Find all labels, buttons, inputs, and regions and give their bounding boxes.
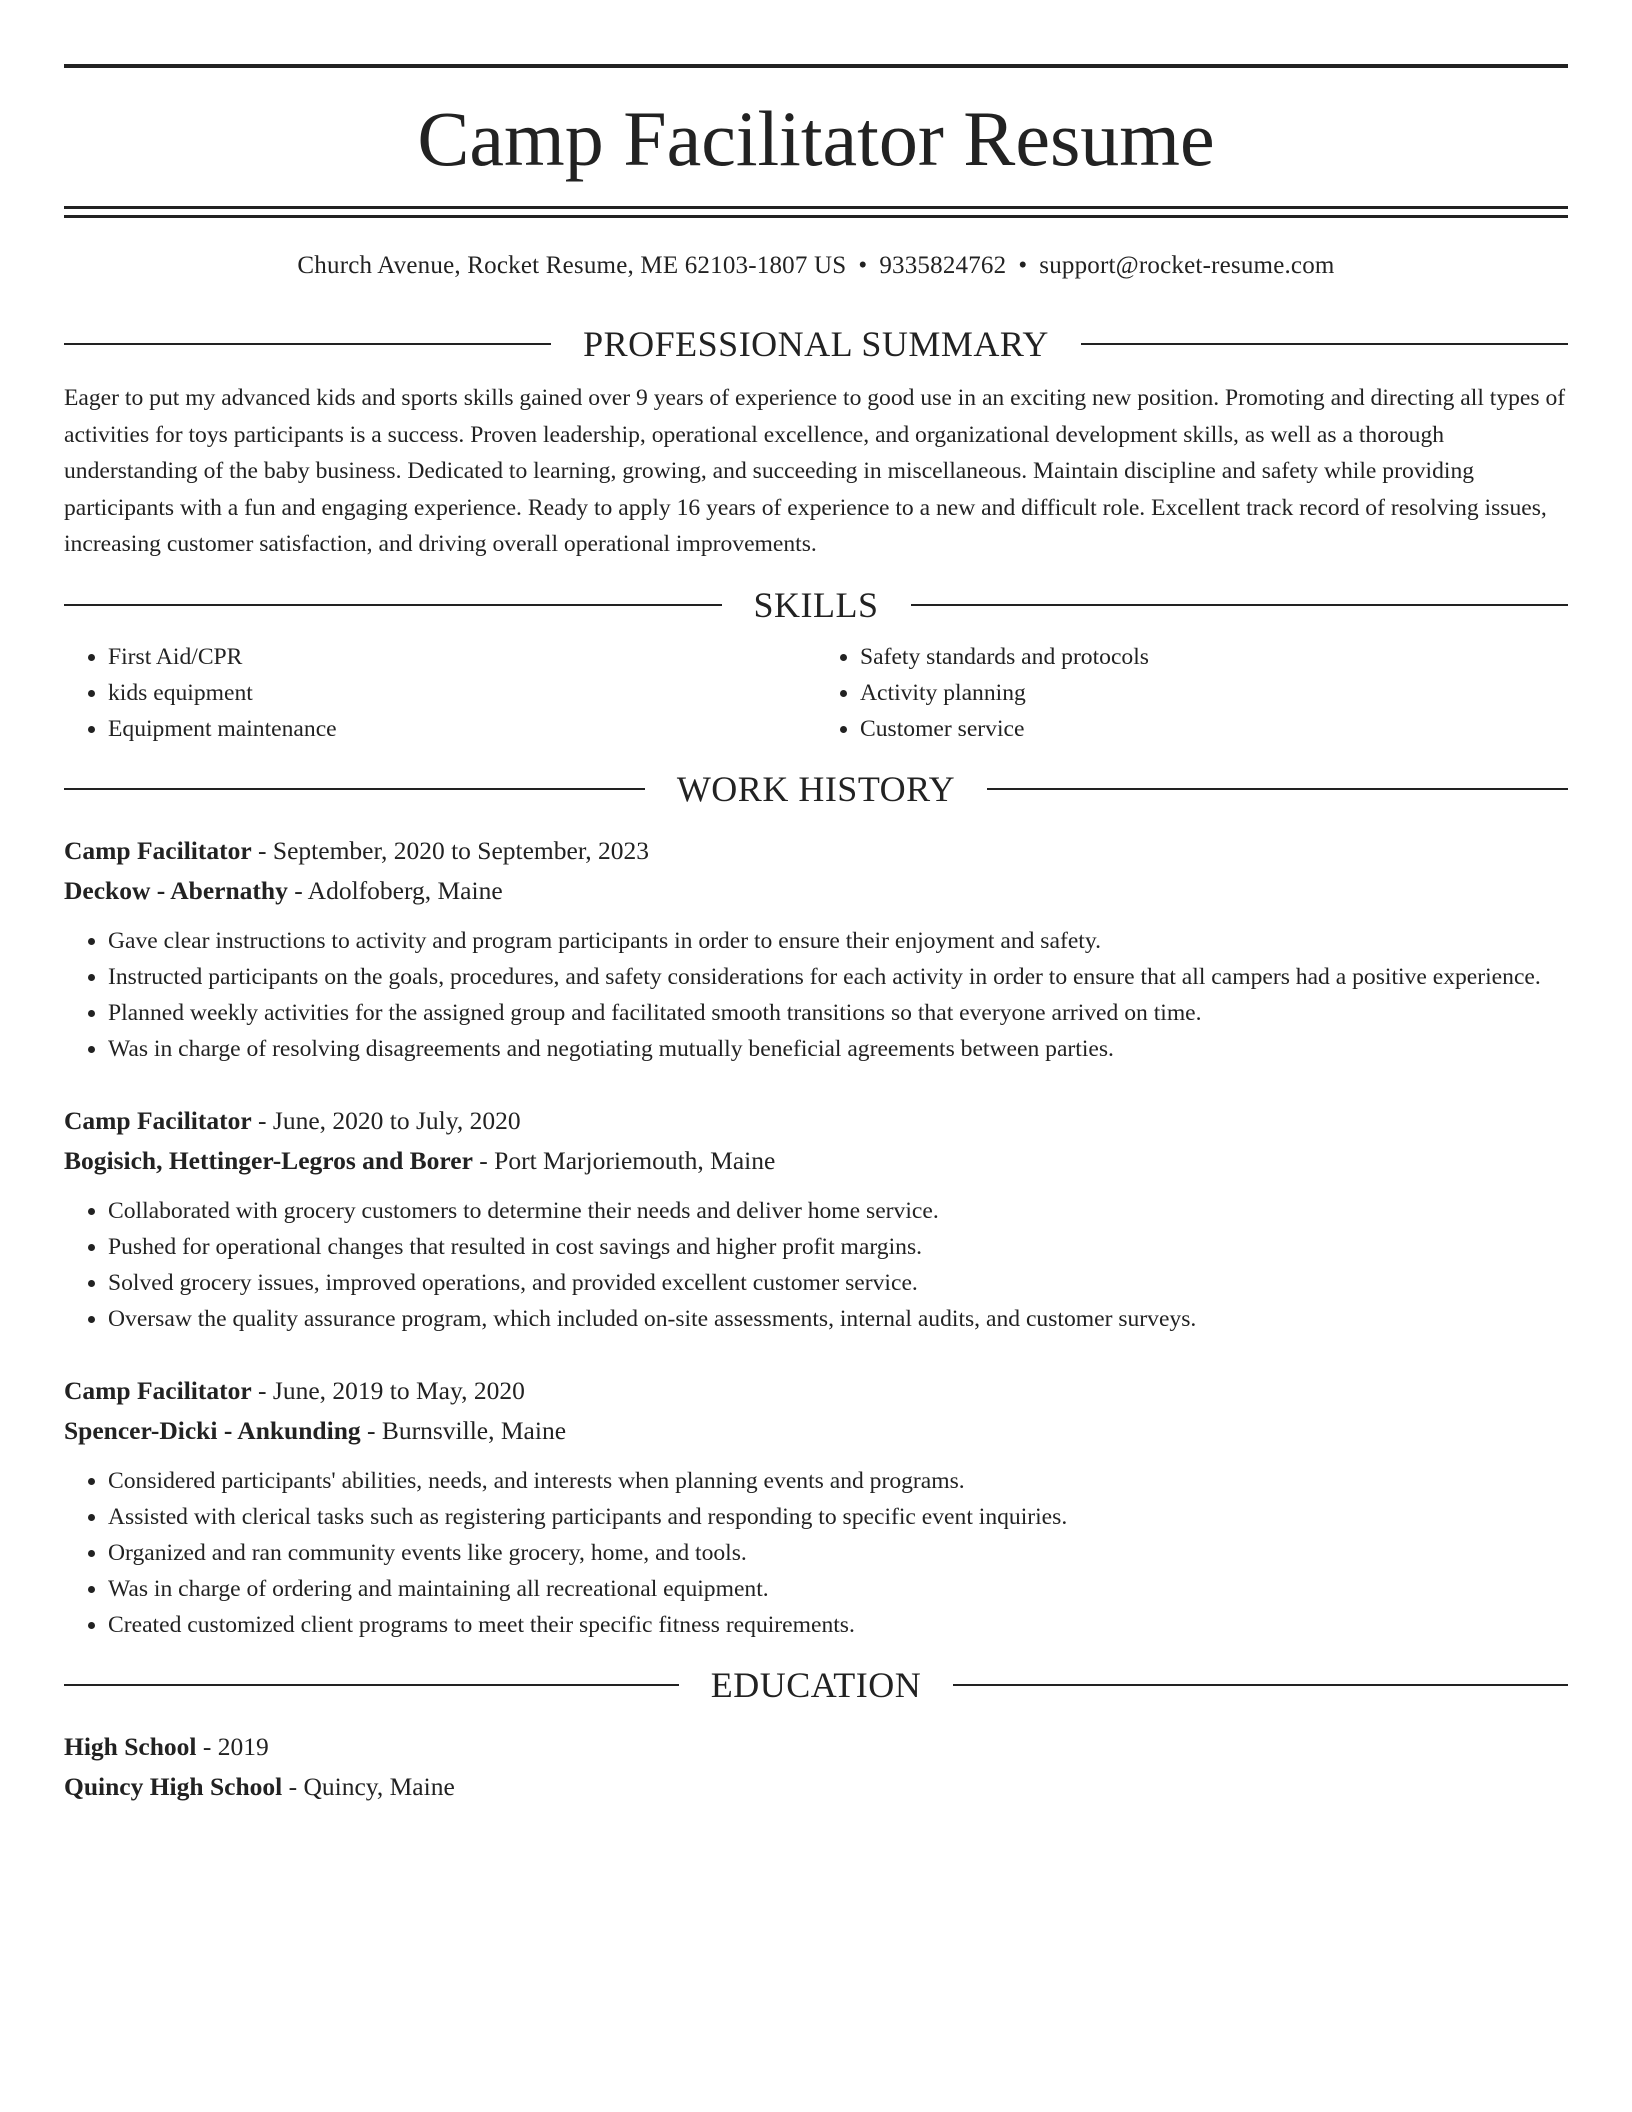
heading-rule-right: [911, 604, 1569, 606]
job-bullet: • Gave clear instructions to activity and program participants in order to ensure their enjoyment and safety.: [108, 923, 1568, 959]
summary-heading-label: PROFESSIONAL SUMMARY: [583, 324, 1049, 364]
skill-item: • Customer service: [860, 711, 1568, 747]
job-dates: - September, 2020 to September, 2023: [251, 835, 650, 865]
job-title-line: [64, 1101, 1568, 1141]
education-school: Quincy High School: [64, 1771, 283, 1801]
education-school-line: [64, 1767, 1568, 1807]
summary-text: Eager to put my advanced kids and sports skills gained over 9 years of experience to good use in an exciting new position. Promoting and directing all types of activities for toys participants is a success. Proven leadership, operational excellence, and organizational development skills, as well as a thorough understanding of the baby business. Dedicated to learning, growing, and succeeding in miscellaneous. Maintain discipline and safety while providing participants with a fun and engaging experience. Ready to apply 16 years of experience to a new and difficult role. Excellent track record of resolving issues, increasing customer satisfaction, and driving overall operational improvements.: [64, 385, 1566, 558]
job-bullet: • Was in charge of resolving disagreements and negotiating mutually beneficial agreements between parties.: [108, 1031, 1568, 1067]
job-company-line: [64, 1411, 1568, 1451]
resume-page: [64, 64, 1568, 1807]
heading-rule-right: [1081, 343, 1568, 345]
job-bullets: [64, 1193, 1568, 1337]
work-heading-label: WORK HISTORY: [676, 768, 956, 809]
heading-rule-left: [64, 788, 645, 790]
job-company-line: [64, 871, 1568, 911]
job-dates: - June, 2020 to July, 2020: [251, 1105, 521, 1135]
skills-column-right: [816, 639, 1568, 747]
job-bullet: • Instructed participants on the goals, procedures, and safety considerations for each activity in order to ensure that all campers had a positive experience.: [108, 959, 1568, 995]
contact-email[interactable]: support@rocket-resume.com: [1039, 252, 1335, 279]
job-bullet: • Pushed for operational changes that resulted in cost savings and higher profit margins.: [108, 1229, 1568, 1265]
job-dates: - June, 2019 to May, 2020: [251, 1375, 525, 1405]
contact-line: [64, 252, 1568, 280]
job-bullet: • Oversaw the quality assurance program, which included on-site assessments, internal audits, and customer surveys.: [108, 1301, 1568, 1337]
education-degree: High School: [64, 1731, 197, 1761]
heading-rule-right: [987, 788, 1568, 790]
contact-separator: •: [858, 252, 868, 279]
job-bullet: • Assisted with clerical tasks such as registering participants and responding to specific event inquiries.: [108, 1499, 1568, 1535]
education-year: - 2019: [196, 1731, 269, 1761]
job-title: Camp Facilitator: [64, 1105, 252, 1135]
skills-list: [64, 639, 1568, 747]
job-bullet: • Solved grocery issues, improved operations, and provided excellent customer service.: [108, 1265, 1568, 1301]
education-section-heading: [64, 1665, 1568, 1705]
skill-item: • Equipment maintenance: [108, 711, 816, 747]
skill-item: • Activity planning: [860, 675, 1568, 711]
job-entry: [64, 831, 1568, 1067]
job-title-line: [64, 1371, 1568, 1411]
job-bullets: [64, 923, 1568, 1067]
contact-separator: •: [1018, 252, 1028, 279]
education-degree-line: [64, 1727, 1568, 1767]
skills-column-left: [64, 639, 816, 747]
job-location: - Adolfoberg, Maine: [287, 875, 503, 905]
job-bullets: [64, 1463, 1568, 1643]
contact-phone: 9335824762: [879, 252, 1007, 279]
skills-heading-label: SKILLS: [753, 584, 879, 625]
job-location: - Port Marjoriemouth, Maine: [472, 1145, 776, 1175]
job-bullet: • Planned weekly activities for the assigned group and facilitated smooth transitions so that everyone arrived on time.: [108, 995, 1568, 1031]
heading-rule-left: [64, 1684, 679, 1686]
skill-item: • kids equipment: [108, 675, 816, 711]
job-bullet: • Created customized client programs to meet their specific fitness requirements.: [108, 1607, 1568, 1643]
education-heading-label: EDUCATION: [710, 1664, 922, 1705]
job-company-line: [64, 1141, 1568, 1181]
job-title: Camp Facilitator: [64, 835, 252, 865]
education-location: - Quincy, Maine: [282, 1771, 455, 1801]
job-company: Spencer-Dicki - Ankunding: [64, 1415, 361, 1445]
skill-item: • Safety standards and protocols: [860, 639, 1568, 675]
job-bullet: • Was in charge of ordering and maintaining all recreational equipment.: [108, 1571, 1568, 1607]
heading-rule-right: [953, 1684, 1568, 1686]
job-title: Camp Facilitator: [64, 1375, 252, 1405]
resume-title: Camp Facilitator Resume: [417, 95, 1215, 182]
contact-address: Church Avenue, Rocket Resume, ME 62103-1807 US: [297, 252, 847, 279]
job-company: Bogisich, Hettinger-Legros and Borer: [64, 1145, 473, 1175]
job-company: Deckow - Abernathy: [64, 875, 288, 905]
job-entry: [64, 1101, 1568, 1337]
title-double-rule: [64, 206, 1568, 218]
heading-rule-left: [64, 343, 551, 345]
summary-section-heading: [64, 324, 1568, 364]
skill-item: • First Aid/CPR: [108, 639, 816, 675]
education-entry: [64, 1727, 1568, 1807]
job-title-line: [64, 831, 1568, 871]
job-bullet: • Organized and ran community events like grocery, home, and tools.: [108, 1535, 1568, 1571]
job-bullet: • Considered participants' abilities, needs, and interests when planning events and programs.: [108, 1463, 1568, 1499]
work-section-heading: [64, 769, 1568, 809]
job-entry: [64, 1371, 1568, 1643]
job-location: - Burnsville, Maine: [360, 1415, 567, 1445]
skills-section-heading: [64, 585, 1568, 625]
job-bullet: • Collaborated with grocery customers to determine their needs and deliver home service.: [108, 1193, 1568, 1229]
heading-rule-left: [64, 604, 722, 606]
